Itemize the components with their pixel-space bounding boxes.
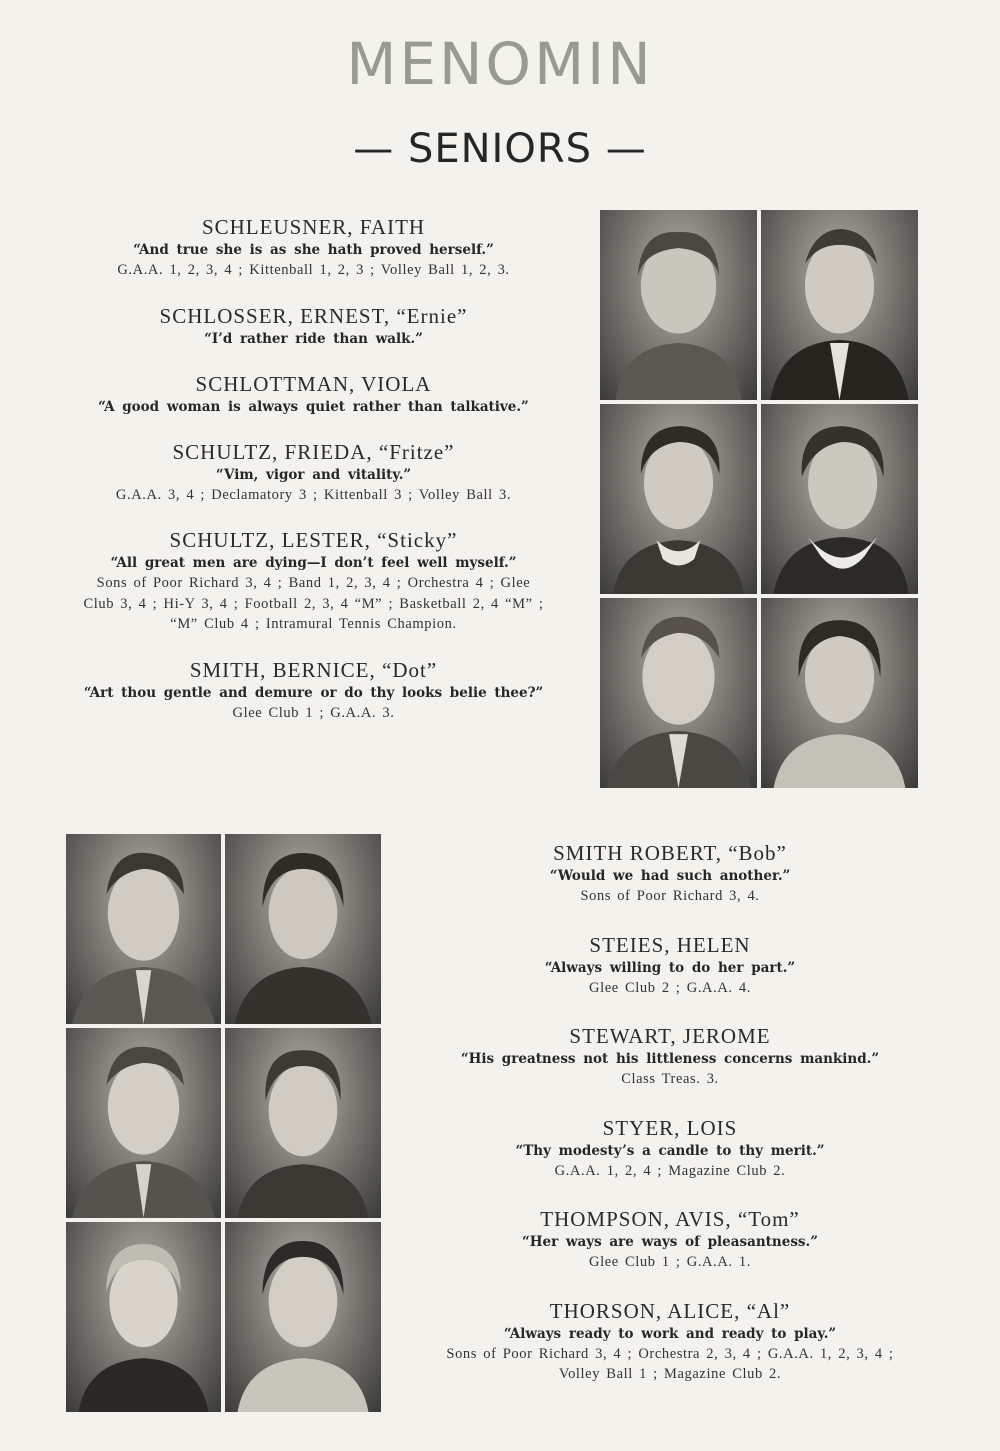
- portrait-photo: [600, 404, 757, 594]
- senior-activities: Glee Club 1 ; G.A.A. 1.: [589, 1254, 751, 1270]
- senior-activities: Class Treas. 3.: [621, 1071, 719, 1087]
- senior-activities: G.A.A. 3, 4 ; Declamatory 3 ; Kittenball 3 ; Volley Ball 3.: [115, 486, 512, 503]
- senior-entry: [396, 840, 944, 907]
- senior-quote: “Thy modesty’s a candle to thy merit.”: [515, 1142, 825, 1159]
- senior-activities-line: Sons of Poor Richard 3, 4 ; Band 1, 2, 3, 4 ; Orchestra 4 ; Glee: [96, 575, 531, 591]
- senior-name: SCHLOTTMAN, VIOLA: [195, 371, 432, 396]
- senior-quote: “Vim, vigor and vitality.”: [215, 466, 412, 483]
- senior-name: SMITH ROBERT, “Bob”: [553, 841, 787, 865]
- senior-activities: G.A.A. 1, 2, 3, 4 ; Kittenball 1, 2, 3 ; Volley Ball 1, 2, 3.: [117, 262, 510, 278]
- top-entries-column: [36, 214, 591, 745]
- portrait-photo: [66, 1028, 221, 1218]
- senior-activities: Glee Club 2 ; G.A.A. 4.: [589, 979, 751, 996]
- portrait-photo: [66, 834, 221, 1024]
- portrait-photo: [761, 210, 918, 400]
- portrait-photo: [600, 210, 757, 400]
- top-portrait-grid: [600, 210, 918, 788]
- senior-entry: [36, 214, 591, 281]
- senior-quote: “Always willing to do her part.”: [544, 959, 796, 976]
- senior-entry: [36, 657, 591, 724]
- senior-quote: “Always ready to work and ready to play.”: [503, 1325, 837, 1342]
- senior-name: STEIES, HELEN: [589, 932, 751, 957]
- senior-activities-line: Club 3, 4 ; Hi-Y 3, 4 ; Football 2, 3, 4 “M” ; Basketball 2, 4 “M” ;: [83, 595, 544, 612]
- senior-name: SCHLEUSNER, FAITH: [201, 215, 426, 239]
- senior-name: THORSON, ALICE, “Al”: [549, 1298, 791, 1323]
- senior-quote: “Would we had such another.”: [549, 868, 791, 884]
- senior-quote: “His greatness not his littleness concerns mankind.”: [460, 1051, 880, 1067]
- senior-name: SMITH, BERNICE, “Dot”: [189, 657, 438, 682]
- senior-quote: “Art thou gentle and demure or do thy looks belie thee?”: [83, 684, 544, 701]
- section-heading: — SENIORS —: [353, 126, 647, 172]
- senior-entry: [396, 1023, 944, 1090]
- senior-name: STYER, LOIS: [602, 1115, 738, 1140]
- portrait-photo: [761, 404, 918, 594]
- portrait-photo: [66, 1222, 221, 1412]
- page-title: MENOMIN: [346, 30, 654, 98]
- senior-entry: [396, 1115, 944, 1182]
- portrait-photo: [225, 1028, 381, 1218]
- senior-activities-line: Sons of Poor Richard 3, 4 ; Orchestra 2, 3, 4 ; G.A.A. 1, 2, 3, 4 ;: [446, 1345, 894, 1362]
- senior-entry: [36, 439, 591, 506]
- senior-name: STEWART, JEROME: [569, 1024, 771, 1048]
- portrait-photo: [600, 598, 757, 788]
- senior-name: SCHULTZ, FRIEDA, “Fritze”: [172, 439, 455, 464]
- bottom-portrait-grid: [66, 834, 381, 1412]
- portrait-photo: [225, 1222, 381, 1412]
- senior-entry: [396, 1206, 944, 1273]
- portrait-photo: [225, 834, 381, 1024]
- senior-quote: “Her ways are ways of pleasantness.”: [522, 1234, 818, 1250]
- senior-activities-line: Volley Ball 1 ; Magazine Club 2.: [558, 1366, 782, 1382]
- senior-entry: [36, 303, 591, 349]
- senior-name: THOMPSON, AVIS, “Tom”: [540, 1207, 800, 1231]
- senior-name: SCHLOSSER, ERNEST, “Ernie”: [159, 303, 468, 328]
- senior-activities: G.A.A. 1, 2, 4 ; Magazine Club 2.: [554, 1162, 786, 1179]
- senior-entry: [36, 527, 591, 635]
- bottom-entries-column: [396, 840, 944, 1410]
- senior-quote: “A good woman is always quiet rather than talkative.”: [98, 398, 529, 415]
- senior-name: SCHULTZ, LESTER, “Sticky”: [169, 528, 458, 552]
- senior-entry: [36, 371, 591, 417]
- senior-entry: [396, 1298, 944, 1385]
- senior-quote: “All great men are dying—I don’t feel well myself.”: [110, 555, 517, 571]
- senior-activities: Glee Club 1 ; G.A.A. 3.: [232, 704, 395, 721]
- senior-quote: “And true she is as she hath proved herself.”: [133, 242, 494, 258]
- senior-activities: Sons of Poor Richard 3, 4.: [580, 888, 760, 904]
- senior-activities-line: “M” Club 4 ; Intramural Tennis Champion.: [170, 616, 457, 632]
- portrait-photo: [761, 598, 918, 788]
- senior-entry: [396, 932, 944, 999]
- senior-quote: “I’d rather ride than walk.”: [204, 330, 423, 347]
